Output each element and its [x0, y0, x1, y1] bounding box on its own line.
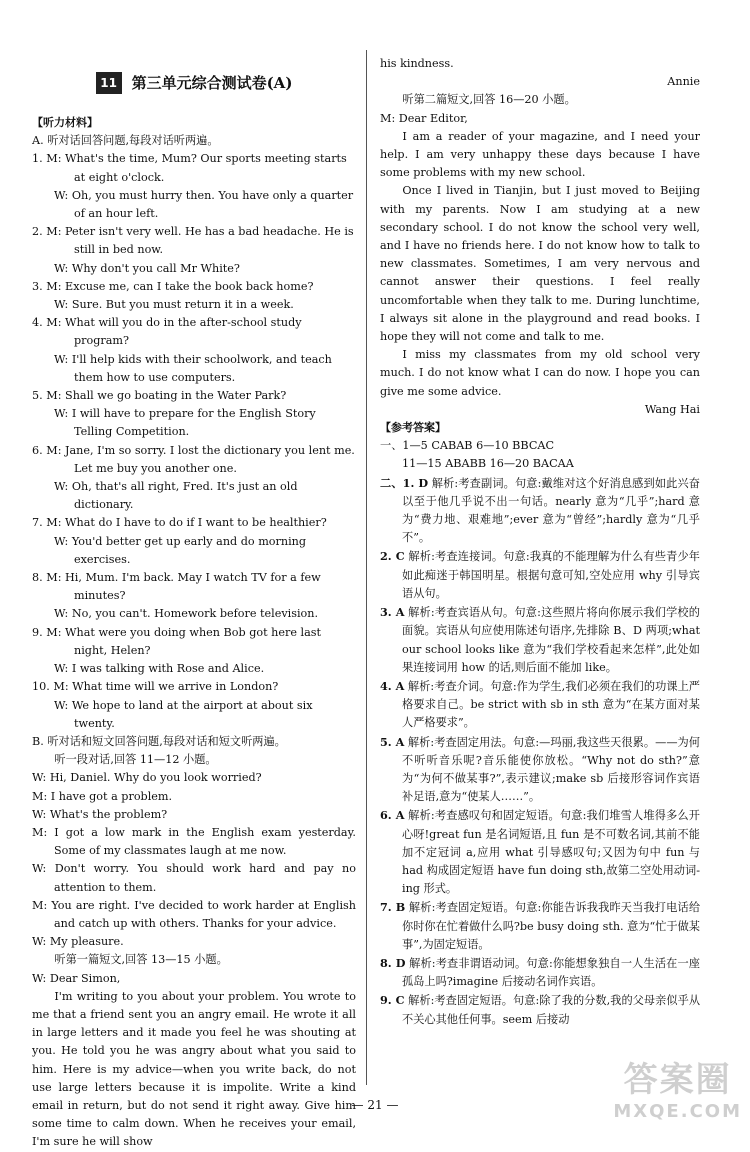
dialogue-line-w: W: Oh, that's all right, Fred. It's just an old dictionary. — [54, 480, 298, 512]
explanation-list — [380, 474, 700, 1029]
dialogue-line-m: 1. M: What's the time, Mum? Our sports meeting starts at eight o'clock. — [32, 152, 347, 184]
passage-1-continuation: his kindness. — [380, 57, 454, 70]
watermark-text-bottom: MXQE.COM — [613, 1101, 742, 1122]
dialogue-1 — [32, 150, 356, 223]
explanation-item: 二、1. D 解析:考查副词。句意:戴维对这个好消息感到如此兴奋以至于他几乎说不出一句话。nearly 意为“几乎”;hard 意为“费力地、艰难地”;ever 意为“曾经”;hardly 意为“几乎不”。 — [380, 475, 700, 545]
dialogue-line-w: W: No, you can't. Homework before television. — [54, 607, 319, 621]
dialogue-6 — [32, 442, 356, 515]
dialogue-b-line: M: I have got a problem. — [32, 789, 173, 803]
dialogue-line-m: 8. M: Hi, Mum. I'm back. May I watch TV for a few minutes? — [32, 571, 321, 603]
page-number: — 21 — — [351, 1098, 399, 1112]
dialogue-line-w: W: I was talking with Rose and Alice. — [54, 662, 265, 676]
explanation-item: 5. A 解析:考查固定用法。句意:—玛丽,我这些天很累。——为何不听听音乐呢?音乐能使你放松。“Why not do sth?”意为“为何不做某事?”,表示建议;make sb 后接形容词作宾语补足语,意为“使某人……”。 — [380, 734, 700, 804]
passage-2-intro: 听第二篇短文,回答 16—20 小题。 — [402, 93, 576, 107]
dialogue-line-w: W: I'll help kids with their schoolwork, and teach them how to use computers. — [54, 352, 332, 384]
dialogue-line-m: 2. M: Peter isn't very well. He has a bad headache. He is still in bed now. — [32, 225, 354, 257]
dialogue-7 — [32, 514, 356, 569]
explanation-item: 7. B 解析:考查固定短语。句意:你能告诉我我昨天当我打电话给你时你在忙着做什么吗?be busy doing sth. 意为“忙于做某事”,为固定短语。 — [380, 900, 701, 951]
right-column — [380, 55, 700, 1029]
passage-2-paragraph: I miss my classmates from my old school very much. I do not know what I can do now. I hope you can give me some advice. — [380, 348, 700, 398]
dialogue-b — [32, 769, 356, 951]
dialogue-b-intro: 听一段对话,回答 11—12 小题。 — [54, 753, 217, 767]
dialogue-line-w: W: Sure. But you must return it in a week. — [54, 298, 294, 312]
answers-header: 【参考答案】 — [380, 421, 446, 435]
listening-header: 【听力材料】 — [32, 116, 98, 129]
dialogue-4 — [32, 314, 356, 387]
dialogue-line-m: 9. M: What were you doing when Bob got here last night, Helen? — [32, 625, 322, 657]
dialogue-2 — [32, 223, 356, 278]
title-text: 第三单元综合测试卷(A) — [131, 73, 293, 92]
passage-1-greeting: W: Dear Simon, — [32, 971, 121, 985]
dialogue-line-m: 4. M: What will you do in the after-school study program? — [32, 316, 302, 348]
dialogue-b-line: W: Don't worry. You should work hard and pay no attention to them. — [32, 862, 356, 894]
dialogue-b-line: W: Hi, Daniel. Why do you look worried? — [32, 771, 262, 785]
dialogue-line-w: W: Why don't you call Mr White? — [54, 261, 240, 275]
watermark-logo — [613, 1052, 742, 1122]
dialogue-list — [32, 150, 356, 733]
passage-1-intro: 听第一篇短文,回答 13—15 小题。 — [54, 953, 228, 967]
dialogue-b-line: M: I got a low mark in the English exam yesterday. Some of my classmates laugh at me now. — [32, 825, 356, 858]
unit-badge: 11 — [96, 72, 122, 94]
dialogue-b-line: W: What's the problem? — [32, 807, 168, 821]
page-title — [32, 72, 356, 94]
part-a-header: A. 听对话回答问题,每段对话听两遍。 — [32, 134, 219, 148]
passage-2-signature: Wang Hai — [644, 402, 700, 416]
dialogue-b-line: W: My pleasure. — [32, 935, 124, 949]
explanation-item: 9. C 解析:考查固定短语。句意:除了我的分数,我的父母亲似乎从不关心其他任何事。seem 后接动 — [380, 993, 701, 1026]
explanation-item: 8. D 解析:考查非谓语动词。句意:你能想象独自一人生活在一座孤岛上吗?imagine 后接动名词作宾语。 — [380, 955, 700, 989]
left-column — [32, 0, 356, 1152]
dialogue-9 — [32, 624, 356, 679]
dialogue-10 — [32, 678, 356, 733]
dialogue-line-w: W: You'd better get up early and do morning exercises. — [54, 534, 307, 566]
dialogue-8 — [32, 569, 356, 624]
dialogue-line-m: 5. M: Shall we go boating in the Water Park? — [32, 389, 287, 403]
dialogue-line-w: W: Oh, you must hurry then. You have only a quarter of an hour left. — [54, 188, 354, 221]
dialogue-line-m: 10. M: What time will we arrive in London? — [32, 680, 279, 694]
dialogue-line-w: W: We hope to land at the airport at about six twenty. — [54, 698, 313, 730]
explanation-item: 6. A 解析:考查感叹句和固定短语。句意:我们堆雪人堆得多么开心呀!great fun 是名词短语,且 fun 是不可数名词,其前不能加不定冠词 a,应用 what 引导感叹句;又因为句中 fun 与 had 构成固定短语 have fun doing sth,故第二空处用动词-ing 形式。 — [380, 808, 700, 896]
passage-2-paragraph: I am a reader of your magazine, and I need your help. I am very unhappy these days because I have some problems with my new school. — [380, 129, 700, 180]
watermark-text-top: 答案圈 — [623, 1060, 732, 1100]
answers-line-1: 一、1—5 CABAB 6—10 BBCAC — [380, 439, 555, 453]
dialogue-5 — [32, 387, 356, 442]
dialogue-3 — [32, 278, 356, 314]
dialogue-line-m: 3. M: Excuse me, can I take the book back home? — [32, 279, 314, 293]
explanation-item: 4. A 解析:考查介词。句意:作为学生,我们必须在我们的功课上严格要求自己。be strict with sb in sth 意为“在某方面对某人严格要求”。 — [380, 678, 700, 730]
part-b-header: B. 听对话和短文回答问题,每段对话和短文听两遍。 — [32, 734, 286, 748]
dialogue-line-m: 6. M: Jane, I'm so sorry. I lost the dictionary you lent me. Let me buy you another one. — [32, 443, 355, 475]
dialogue-line-w: W: I will have to prepare for the English Story Telling Competition. — [54, 407, 316, 439]
dialogue-b-line: M: You are right. I've decided to work harder at English and catch up with others. Thanks for your advice. — [32, 898, 356, 930]
answers-line-2: 11—15 ABABB 16—20 BACAA — [402, 457, 574, 471]
passage-1-signature: Annie — [667, 75, 700, 89]
explanation-item: 2. C 解析:考查连接词。句意:我真的不能理解为什么有些青少年如此痴迷于韩国明星。根据句意可知,空处应用 why 引导宾语从句。 — [380, 549, 700, 600]
dialogue-line-m: 7. M: What do I have to do if I want to be healthier? — [32, 516, 327, 530]
passage-2-greeting: M: Dear Editor, — [380, 111, 468, 125]
passage-2-paragraph: Once I lived in Tianjin, but I just moved to Beijing with my parents. Now I am studying at a new secondary school. I do not know the school very well, and I have no friends here. I do not know how to talk to new classmates. Sometimes, I am very nervous and cannot answer their questions. I feel really uncomfortable when they talk to me. During lunchtime, I always sit alone in the playground and read books. I hope they will not come and talk to me. — [380, 184, 700, 344]
explanation-item: 3. A 解析:考查宾语从句。句意:这些照片将向你展示我们学校的面貌。宾语从句应使用陈述句语序,先排除 B、D 两项;what our school looks like 意为“我们学校看起来怎样”,此处如果连接词用 how 的话,则后面不能加 like。 — [380, 605, 700, 674]
passage-1-body: I'm writing to you about your problem. You wrote to me that a friend sent you an angry email. He wrote it all in large letters and it made you feel he was shouting at you. He told you he was angry about what you said to him. Here is my advice—when you write back, do not use large letters because it is impolite. Write a kind email in return, but do not send it right away. Give him some time to calm down. When he receives your email, I'm sure he will show — [32, 989, 356, 1149]
column-divider — [366, 50, 367, 1085]
